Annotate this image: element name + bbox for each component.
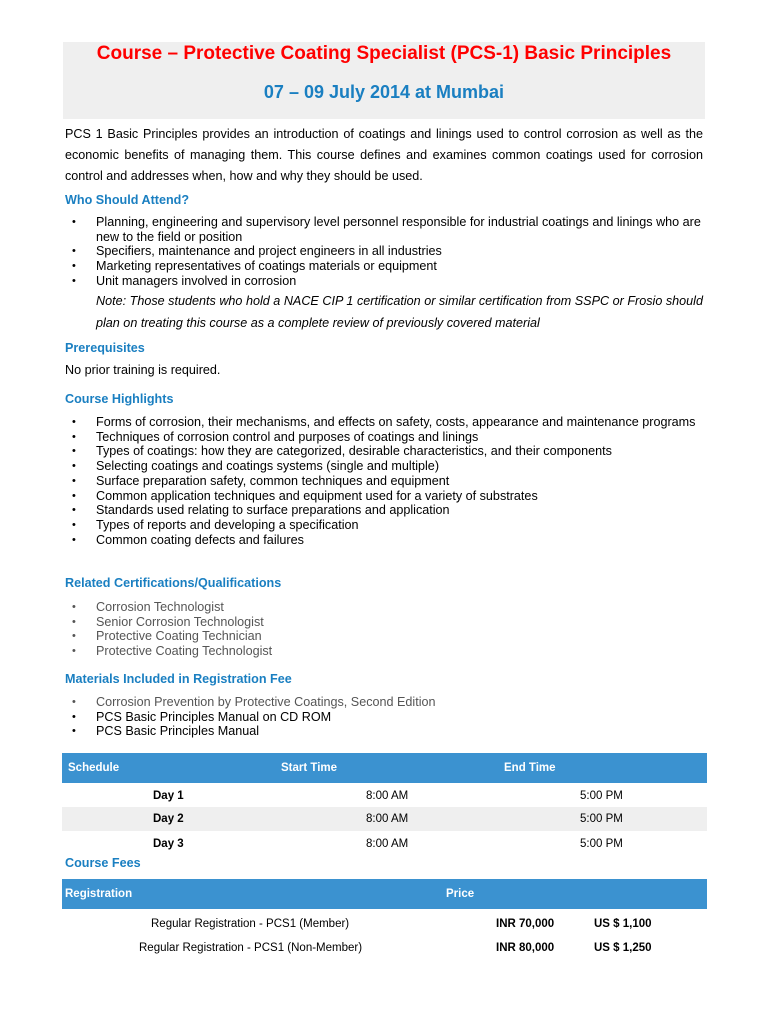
- registration-column-header: Registration: [65, 888, 133, 900]
- certifications-heading: Related Certifications/Qualifications: [65, 576, 282, 590]
- course-fees-heading: Course Fees: [65, 856, 141, 870]
- bullet-icon: •: [72, 216, 76, 228]
- bullet-icon: •: [72, 710, 76, 723]
- bullet-icon: •: [72, 630, 76, 643]
- intro-paragraph: PCS 1 Basic Principles provides an introduction of coatings and linings used to control corrosion as well as the economic benefits of managing them. This course defines and examines common coatings used for corrosion control and addresses when, how and why they should be used.: [65, 127, 703, 183]
- end-cell: 5:00 PM: [580, 813, 623, 825]
- day-cell: Day 2: [153, 813, 184, 825]
- list-item: • Specifiers, maintenance and project engineers in all industries: [72, 244, 442, 259]
- materials-heading: Materials Included in Registration Fee: [65, 672, 292, 686]
- table-row: [62, 832, 707, 856]
- start-time-column-header: Start Time: [281, 762, 338, 774]
- registration-cell: Regular Registration - PCS1 (Member): [151, 918, 350, 930]
- bullet-icon: •: [72, 274, 76, 287]
- bullet-icon: •: [72, 460, 76, 473]
- list-item: • Forms of corrosion, their mechanisms, and effects on safety, costs, appearance and maintenance programs: [72, 415, 696, 429]
- bullet-icon: •: [72, 601, 76, 613]
- table-row: [62, 912, 707, 936]
- start-cell: 8:00 AM: [366, 790, 409, 802]
- bullet-icon: •: [72, 430, 76, 443]
- start-cell: 8:00 AM: [366, 838, 409, 850]
- list-item: • Types of coatings: how they are categorized, desirable characteristics, and their components: [72, 444, 612, 459]
- bullet-icon: •: [72, 245, 76, 258]
- nace-note: Note: Those students who hold a NACE CIP 1 certification or similar certification from SSPC or Frosio should plan on treating this course as a complete review of previously covered material: [96, 294, 703, 330]
- list-item: • Unit managers involved in corrosion: [72, 273, 297, 288]
- day-cell: Day 1: [153, 790, 184, 802]
- list-item: • Common application techniques and equipment used for a variety of substrates: [72, 488, 538, 503]
- bullet-icon: •: [72, 533, 76, 546]
- list-item: • Techniques of corrosion control and purposes of coatings and linings: [72, 429, 479, 444]
- who-should-attend-heading: Who Should Attend?: [65, 193, 190, 207]
- day-cell: Day 3: [153, 838, 184, 850]
- course-highlights-list: [65, 415, 705, 547]
- inr-price-cell: INR 80,000: [496, 942, 555, 954]
- schedule-table-header: [62, 753, 707, 783]
- list-item: • Protective Coating Technologist: [72, 644, 273, 659]
- list-item: • Corrosion Prevention by Protective Coatings, Second Edition: [72, 695, 436, 709]
- list-item: • Protective Coating Technician: [72, 629, 262, 644]
- usd-price-cell: US $ 1,250: [594, 942, 652, 954]
- start-cell: 8:00 AM: [366, 813, 409, 825]
- schedule-column-header: Schedule: [68, 762, 120, 774]
- materials-list: [65, 695, 705, 739]
- end-cell: 5:00 PM: [580, 790, 623, 802]
- bullet-icon: •: [72, 615, 76, 628]
- list-item: • Surface preparation safety, common techniques and equipment: [72, 473, 450, 488]
- course-title: Course – Protective Coating Specialist (PCS-1) Basic Principles: [96, 43, 672, 64]
- prerequisites-heading: Prerequisites: [65, 341, 145, 355]
- list-item: • Selecting coatings and coatings systems (single and multiple): [72, 459, 440, 474]
- list-item: • Corrosion Technologist: [72, 600, 224, 614]
- bullet-icon: •: [72, 474, 76, 487]
- course-header: [63, 42, 705, 119]
- table-row: [62, 807, 707, 831]
- course-highlights-heading: Course Highlights: [65, 392, 174, 406]
- usd-price-cell: US $ 1,100: [594, 918, 652, 930]
- bullet-icon: •: [72, 518, 76, 531]
- inr-price-cell: INR 70,000: [496, 918, 555, 930]
- registration-cell: Regular Registration - PCS1 (Non-Member): [139, 942, 363, 954]
- prerequisites-text: No prior training is required.: [65, 363, 221, 377]
- list-item: • Marketing representatives of coatings materials or equipment: [72, 259, 437, 274]
- price-column-header: Price: [446, 888, 475, 900]
- list-item: • Planning, engineering and supervisory level personnel responsible for industrial coatings and linings who are new to the field or position: [72, 215, 701, 244]
- end-cell: 5:00 PM: [580, 838, 623, 850]
- list-item: • Common coating defects and failures: [72, 532, 304, 547]
- list-item: • PCS Basic Principles Manual on CD ROM: [72, 709, 332, 724]
- bullet-icon: •: [72, 696, 76, 708]
- list-item: • Senior Corrosion Technologist: [72, 614, 264, 629]
- table-row: [62, 784, 707, 808]
- bullet-icon: •: [72, 445, 76, 458]
- bullet-icon: •: [72, 645, 76, 658]
- end-time-column-header: End Time: [504, 762, 556, 774]
- course-dates: 07 – 09 July 2014 at Mumbai: [263, 82, 505, 102]
- list-item: • Standards used relating to surface preparations and application: [72, 503, 450, 518]
- bullet-icon: •: [72, 416, 76, 428]
- fees-table-header: [62, 879, 707, 909]
- list-item: • Types of reports and developing a specification: [72, 517, 359, 532]
- list-item: • PCS Basic Principles Manual: [72, 724, 260, 739]
- table-row: [62, 936, 707, 960]
- bullet-icon: •: [72, 504, 76, 517]
- who-should-attend-list: [65, 215, 705, 289]
- bullet-icon: •: [72, 489, 76, 502]
- bullet-icon: •: [72, 725, 76, 738]
- certifications-list: [65, 600, 705, 659]
- bullet-icon: •: [72, 260, 76, 273]
